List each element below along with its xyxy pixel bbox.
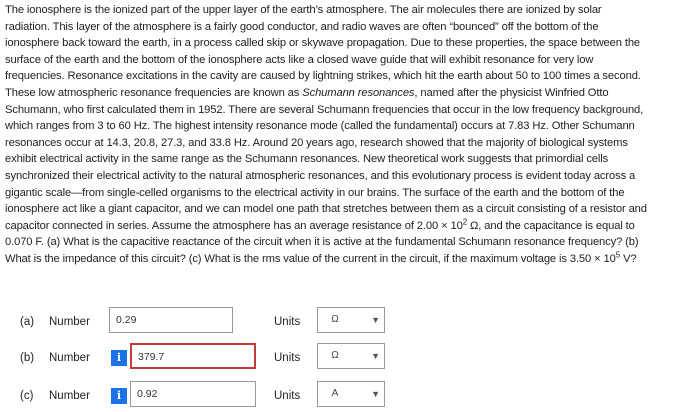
part-label: (a)	[20, 316, 35, 328]
problem-line: which ranges from 3 to 60 Hz. The highest intensity resonance mode (called the fundamental) occurs at 7.83 Hz. Other Schumann	[5, 120, 635, 133]
problem-line: radiation. This layer of the atmosphere is a fairly good conductor, and radio waves are often “bounced” off the bottom of the	[5, 20, 599, 33]
unit-value: A	[331, 388, 339, 399]
problem-line: V?	[620, 252, 637, 265]
problem-line: ionosphere act like a giant capacitor, and we can model one path that stretches between them as a circuit consisting of a resistor and	[5, 203, 647, 216]
problem-line: What is the impedance of this circuit? (c) What is the rms value of the current in the circuit, if the maximum voltage is 3.50 × 10	[5, 252, 616, 265]
info-icon[interactable]: i	[111, 388, 127, 404]
units-label: Units	[274, 316, 301, 328]
problem-line: exhibit electrical activity in the same range as the Schumann resonances. New theoretical work suggests that primordial cells	[5, 153, 609, 166]
exponent: 2	[462, 216, 468, 226]
problem-line: capacitor connected in series. Assume the atmosphere has an average resistance of 2.00 × 10	[5, 219, 463, 232]
problem-line: frequencies. Resonance excitations in the cavity are caused by lightning strikes, which hit the earth about 50 to 100 times a second.	[5, 70, 641, 83]
units-label: Units	[274, 390, 301, 402]
units-select-b[interactable]	[317, 343, 385, 369]
number-input-c[interactable]: 0.92	[130, 381, 256, 407]
problem-line: gigantic scale—from single-celled organisms to the electrical activity in our brains. The surface of the earth and the bottom of the	[5, 186, 625, 199]
problem-line: ionosphere back toward the earth, in a process called skip or skywave propagation. Due to these properties, the space between the	[5, 37, 641, 50]
units-label: Units	[274, 352, 301, 364]
problem-line: Ω, and the capacitance is equal to	[467, 219, 635, 232]
problem-line: synchronized their electrical activity to the natural atmospheric resonances, and this evolutionary process is evident today across a	[5, 169, 636, 182]
number-input-b[interactable]: 379.7	[130, 343, 256, 369]
number-label: Number	[49, 316, 90, 328]
number-label: Number	[49, 390, 90, 402]
problem-line: surface of the earth and the bottom of the ionosphere acts like a closed wave guide that will exhibit resonance for very low	[5, 53, 594, 66]
part-label: (c)	[20, 390, 34, 402]
part-label: (b)	[20, 352, 35, 364]
unit-value: Ω	[331, 314, 339, 325]
answer-row-c	[0, 381, 700, 411]
problem-line: resonances occur at 14.3, 20.8, 27.3, and 33.8 Hz. Around 20 years ago, research showed that the majority of biological systems	[5, 136, 628, 149]
unit-value: Ω	[331, 350, 339, 361]
chevron-down-icon: ▼	[371, 351, 380, 361]
chevron-down-icon: ▼	[371, 315, 380, 325]
problem-line: These low atmospheric resonance frequencies are known as	[5, 86, 303, 99]
chevron-down-icon: ▼	[371, 389, 380, 399]
answer-row-a	[0, 307, 700, 337]
problem-line: 0.070 F. (a) What is the capacitive reactance of the circuit when it is active at the fundamental Schumann resonance frequency? (b)	[5, 236, 639, 249]
problem-line: , named after the physicist Winfried Otto	[414, 86, 609, 99]
problem-line: The ionosphere is the ionized part of the upper layer of the earth’s atmosphere. The air molecules there are ionized by solar	[5, 4, 602, 16]
schumann-resonances-term: Schumann resonances	[302, 86, 415, 99]
units-select-a[interactable]	[317, 307, 385, 333]
exponent: 5	[615, 250, 621, 260]
units-select-c[interactable]	[317, 381, 385, 407]
problem-statement	[5, 2, 697, 268]
number-label: Number	[49, 352, 90, 364]
answer-row-b	[0, 343, 700, 373]
info-icon[interactable]: i	[111, 350, 127, 366]
problem-line: Schumann, who first calculated them in 1952. There are several Schumann frequencies that occur in the low frequency background,	[5, 103, 644, 116]
number-input-a[interactable]: 0.29	[109, 307, 233, 333]
